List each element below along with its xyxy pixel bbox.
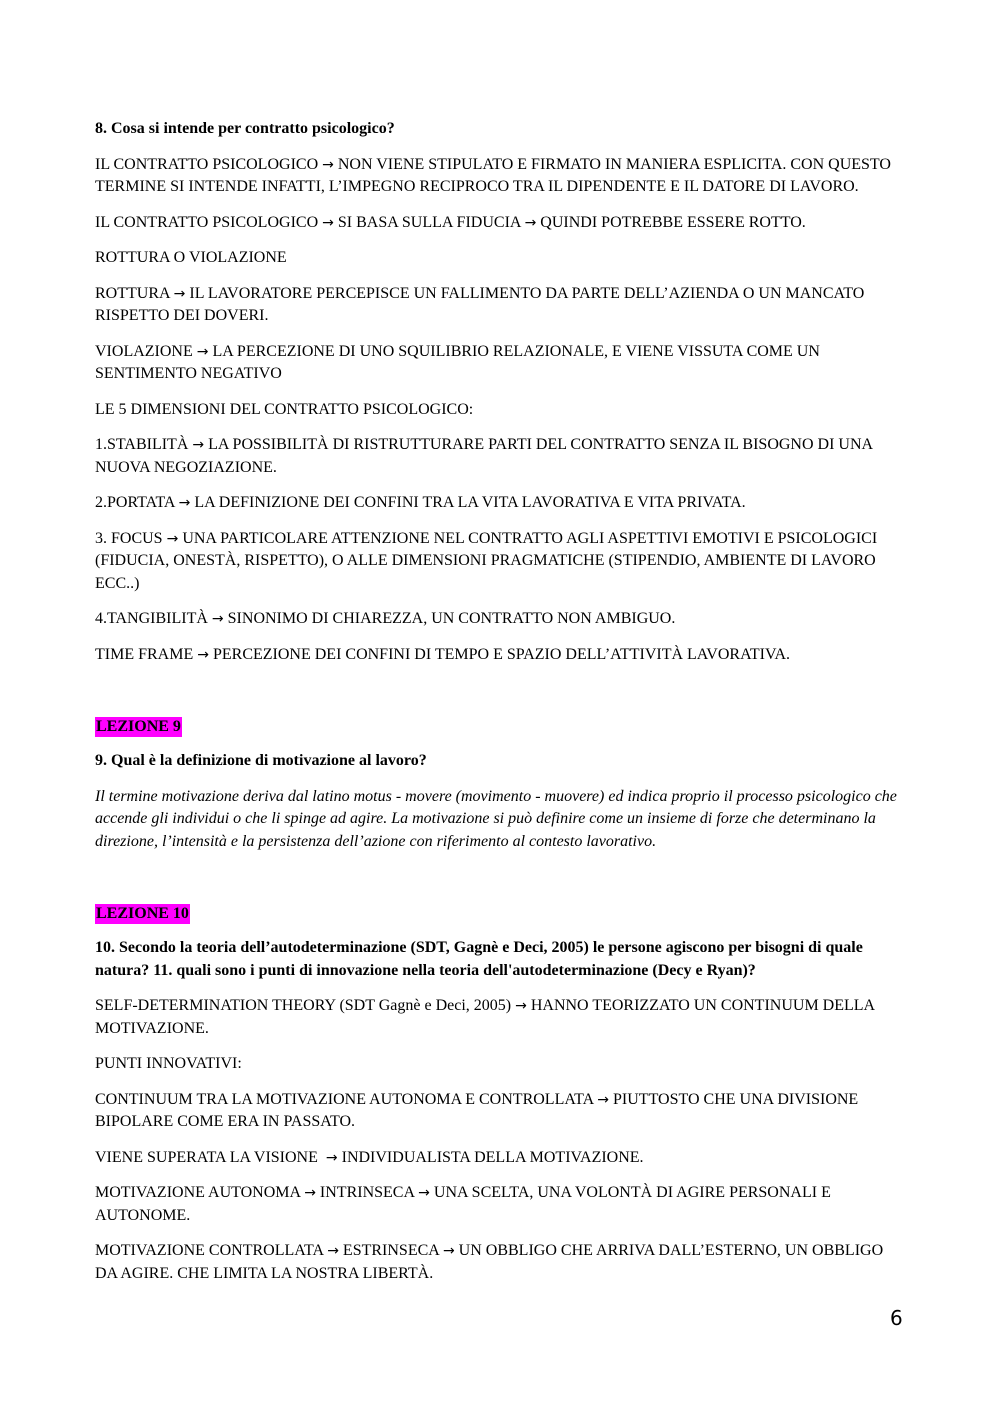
lesson-heading-9: LEZIONE 9 [96, 718, 181, 735]
question-8: 8. Cosa si intende per contratto psicologico? [95, 120, 395, 137]
paragraph: CONTINUUM TRA LA MOTIVAZIONE AUTONOMA E CONTROLLATA → PIUTTOSTO CHE UNA DIVISIONE BIPOLARE COME ERA IN PASSATO. [95, 1090, 859, 1130]
arrow-icon: → [322, 156, 334, 173]
arrow-icon: → [327, 1243, 339, 1259]
paragraph: 3. FOCUS → UNA PARTICOLARE ATTENZIONE NEL CONTRATTO AGLI ASPETTIVI EMOTIVI E PSICOLOGICI (FIDUCIA, ONESTÀ, RISPETTO), O ALLE DIMENSIONI PRAGMATICHE (STIPENDIO, AMBIENTE DI LAVORO ECC..) [95, 529, 878, 592]
arrow-icon: → [322, 214, 334, 231]
question-9: 9. Qual è la definizione di motivazione al lavoro? [95, 752, 427, 769]
page-content [95, 118, 905, 1298]
arrow-icon: → [442, 1243, 455, 1259]
arrow-icon: → [173, 285, 186, 302]
arrow-icon: → [597, 1091, 610, 1108]
arrow-icon: → [196, 343, 209, 360]
paragraph: 2.PORTATA → LA DEFINIZIONE DEI CONFINI TRA LA VITA LAVORATIVA E VITA PRIVATA. [95, 494, 746, 511]
paragraph: VIENE SUPERATA LA VISIONE → INDIVIDUALISTA DELLA MOTIVAZIONE. [95, 1148, 644, 1166]
arrow-icon: → [418, 1185, 430, 1201]
arrow-icon: → [304, 1185, 316, 1201]
paragraph: LE 5 DIMENSIONI DEL CONTRATTO PSICOLOGICO: [95, 400, 474, 418]
arrow-icon: → [524, 214, 537, 231]
paragraph: MOTIVAZIONE CONTROLLATA → ESTRINSECA → UN OBBLIGO CHE ARRIVA DALL’ESTERNO, UN OBBLIGO DA AGIRE. CHE LIMITA LA NOSTRA LIBERTÀ. [95, 1242, 884, 1282]
definition-paragraph: Il termine motivazione deriva dal latino motus - movere (movimento - muovere) ed indica proprio il processo psicologico che accende gli individui o che li spinge ad agire. La motivazione si può definire come un insieme di forze che determinano la direzione, l’intensità e la persistenza dell’azione con riferimento al contesto lavorativo. [95, 787, 897, 850]
paragraph: 1.STABILITÀ → LA POSSIBILITÀ DI RISTRUTTURARE PARTI DEL CONTRATTO SENZA IL BISOGNO DI UNA NUOVA NEGOZIAZIONE. [95, 436, 873, 476]
arrow-icon: → [515, 998, 527, 1014]
paragraph: TIME FRAME → PERCEZIONE DEI CONFINI DI TEMPO E SPAZIO DELL’ATTIVITÀ LAVORATIVA. [95, 645, 790, 663]
paragraph: ROTTURA O VIOLAZIONE [95, 249, 287, 266]
paragraph: SELF-DETERMINATION THEORY (SDT Gagnè e Deci, 2005) → HANNO TEORIZZATO UN CONTINUUM DELLA MOTIVAZIONE. [95, 997, 875, 1037]
arrow-icon: → [192, 437, 205, 453]
paragraph: 4.TANGIBILITÀ → SINONIMO DI CHIAREZZA, UN CONTRATTO NON AMBIGUO. [95, 610, 676, 627]
arrow-icon: → [211, 611, 224, 627]
paragraph: MOTIVAZIONE AUTONOMA → INTRINSECA → UNA SCELTA, UNA VOLONTÀ DI AGIRE PERSONALI E AUTONOME. [95, 1184, 831, 1224]
arrow-icon: → [197, 646, 209, 663]
paragraph: PUNTI INNOVATIVI: [95, 1055, 242, 1072]
paragraph: IL CONTRATTO PSICOLOGICO → SI BASA SULLA FIDUCIA → QUINDI POTREBBE ESSERE ROTTO. [95, 213, 806, 231]
question-10-11: 10. Secondo la teoria dell’autodeterminazione (SDT, Gagnè e Deci, 2005) le persone agiscono per bisogni di quale natura? 11. quali sono i punti di innovazione nella teoria dell'autodeterminazione (Decy e Ryan)? [95, 939, 863, 979]
page-number: 6 [890, 1306, 903, 1330]
paragraph: IL CONTRATTO PSICOLOGICO → NON VIENE STIPULATO E FIRMATO IN MANIERA ESPLICITA. CON QUESTO TERMINE SI INTENDE INFATTI, L’IMPEGNO RECIPROCO TRA IL DIPENDENTE E IL DATORE DI LAVORO. [95, 155, 891, 195]
arrow-icon: → [166, 530, 179, 547]
lesson-heading-10: LEZIONE 10 [96, 905, 189, 922]
paragraph: VIOLAZIONE → LA PERCEZIONE DI UNO SQUILIBRIO RELAZIONALE, E VIENE VISSUTA COME UN SENTIMENTO NEGATIVO [95, 342, 820, 382]
arrow-icon: → [325, 1149, 338, 1166]
paragraph: ROTTURA → IL LAVORATORE PERCEPISCE UN FALLIMENTO DA PARTE DELL’AZIENDA O UN MANCATO RISPETTO DEI DOVERI. [95, 284, 865, 324]
arrow-icon: → [178, 495, 191, 511]
